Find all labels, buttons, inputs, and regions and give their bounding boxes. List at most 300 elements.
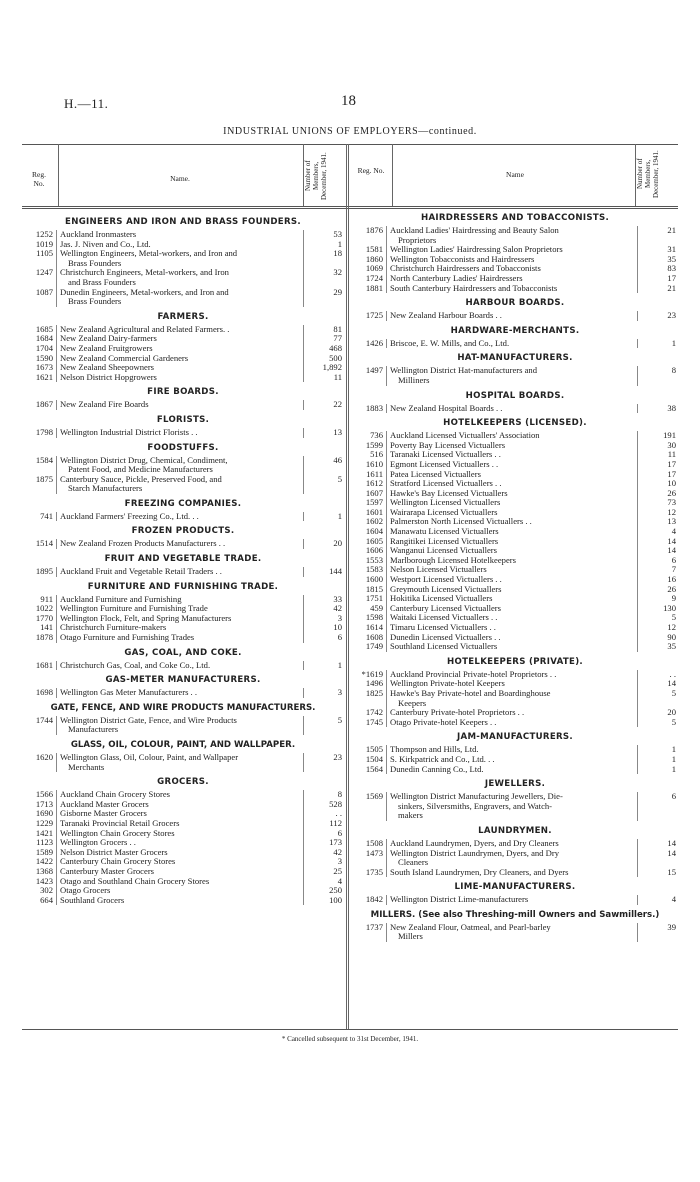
reg-number: 1875 — [35, 473, 53, 484]
union-name-line: Cleaners — [398, 857, 429, 868]
member-count: 144 — [329, 566, 342, 577]
union-name-line: New Zealand Fire Boards — [60, 399, 149, 410]
reg-number: 1514 — [35, 538, 53, 549]
union-name — [386, 642, 638, 652]
section-title: FOODSTUFFS. — [147, 442, 219, 453]
section-title: FLORISTS. — [156, 414, 210, 425]
union-name-line: Nelson District Master Grocers — [60, 846, 168, 857]
section — [352, 821, 678, 877]
member-count: 1 — [671, 744, 676, 755]
reg-number: 1881 — [365, 282, 383, 293]
footnote: * Cancelled subsequent to 31st December, 1941. — [281, 1035, 419, 1043]
reg-number: 302 — [40, 885, 53, 896]
reg-number: 1566 — [35, 789, 53, 800]
table-row — [352, 284, 678, 294]
member-count: 33 — [333, 593, 342, 604]
member-count: 17 — [667, 468, 676, 479]
table-row — [22, 567, 344, 577]
union-name — [386, 689, 638, 708]
union-name-line: Wellington Engineers, Metal-workers, and Iron and — [60, 248, 238, 259]
member-count: 6 — [671, 554, 676, 565]
member-count: 17 — [667, 458, 676, 469]
member-count: 5 — [337, 714, 342, 725]
member-count: 18 — [333, 248, 342, 259]
union-name — [386, 923, 638, 942]
union-name — [56, 716, 304, 735]
union-name-line: Otago Grocers — [60, 885, 111, 896]
table-row — [22, 512, 344, 522]
section-title: FURNITURE AND FURNISHING TRADE. — [87, 581, 279, 592]
union-name — [56, 753, 304, 772]
reg-number: 1842 — [365, 894, 383, 905]
section — [352, 208, 678, 293]
table-row — [22, 268, 344, 287]
reg-number: 1584 — [35, 454, 53, 465]
section — [22, 772, 344, 905]
reg-number: 1860 — [365, 253, 383, 264]
reg-number: 1569 — [365, 791, 383, 802]
left-header-divider-2 — [303, 144, 304, 206]
section — [22, 735, 344, 772]
section-title: HOTELKEEPERS (LICENSED). — [443, 418, 587, 429]
member-count: 17 — [667, 272, 676, 283]
union-name-line: Marlborough Licensed Hotelkeepers — [390, 554, 516, 565]
table-row — [22, 633, 344, 643]
reg-number: 1620 — [35, 752, 53, 762]
union-name — [56, 373, 304, 383]
union-name — [386, 311, 638, 321]
union-name-line: Otago Furniture and Furnishing Trades — [60, 632, 195, 643]
union-name-line: Wellington Tobacconists and Hairdressers — [390, 253, 535, 264]
member-count: 25 — [333, 865, 342, 876]
member-count: 8 — [337, 789, 342, 800]
left-reg-header: Reg. No. — [32, 170, 46, 188]
section-title: FROZEN PRODUCTS. — [131, 526, 235, 537]
table-row — [352, 868, 678, 878]
union-name-line: Wellington Industrial District Florists . . — [60, 426, 198, 437]
section-title: MILLERS. (See also Threshing-mill Owners and Sawmillers.) — [370, 909, 660, 920]
section-title: HOSPITAL BOARDS. — [465, 390, 565, 401]
reg-number: 1770 — [35, 612, 53, 623]
section-title: FRUIT AND VEGETABLE TRADE. — [104, 554, 262, 565]
union-name-line: Wellington Glass, Oil, Colour, Paint, and Wallpaper — [60, 752, 239, 762]
section-title: HARDWARE-MERCHANTS. — [450, 325, 580, 336]
section — [352, 386, 678, 414]
section — [22, 643, 344, 671]
table-row — [22, 456, 344, 475]
member-count: 4 — [671, 894, 676, 905]
section-title: FIRE BOARDS. — [147, 387, 219, 398]
table-row — [352, 718, 678, 728]
union-name-line: Christchurch Hairdressers and Tobacconists — [390, 263, 541, 274]
union-name-line: Palmerston North Licensed Victuallers . . — [390, 516, 532, 527]
union-name — [386, 226, 638, 245]
section — [22, 307, 344, 383]
union-name-line: Egmont Licensed Victuallers . . — [390, 458, 499, 469]
member-count: 1 — [671, 753, 676, 764]
table-row — [352, 895, 678, 905]
member-count: 23 — [333, 752, 342, 762]
reg-number: 1612 — [365, 478, 383, 489]
member-count: 14 — [667, 847, 676, 858]
union-name-line: Wellington Private-hotel Keepers — [390, 678, 505, 689]
section-title: GLASS, OIL, COLOUR, PAINT, AND WALLPAPER. — [70, 740, 296, 750]
member-count: 77 — [333, 333, 342, 344]
table-row — [22, 716, 344, 735]
union-name-line: Stratford Licensed Victuallers . . — [390, 478, 502, 489]
union-name-line: Rangitikei Licensed Victuallers — [390, 535, 499, 546]
member-count: 81 — [333, 323, 342, 334]
member-count: 11 — [667, 449, 676, 460]
union-name-line: Wairarapa Licensed Victuallers — [390, 506, 498, 517]
member-count: 35 — [667, 641, 676, 652]
reg-number: 516 — [370, 449, 383, 460]
union-name-line: Gisborne Master Grocers — [60, 808, 147, 819]
section-title: FREEZING COMPANIES. — [124, 498, 242, 509]
union-name-line: Wellington District Lime-manufacturers — [390, 894, 529, 905]
union-name-line: Briscoe, E. W. Mills, and Co., Ltd. — [390, 337, 510, 348]
table-row — [22, 753, 344, 772]
union-name-line: South Island Laundrymen, Dry Cleaners, and Dyers — [390, 866, 569, 877]
reg-number: 1883 — [365, 402, 383, 413]
union-name-line: Greymouth Licensed Victuallers — [390, 583, 502, 594]
reg-number: 1505 — [365, 744, 383, 755]
union-name-line: New Zealand Frozen Products Manufacturers . . — [60, 538, 226, 549]
member-count: 1 — [337, 238, 342, 249]
reg-number: 664 — [40, 894, 53, 905]
member-count: 14 — [667, 535, 676, 546]
reg-number: 1553 — [365, 554, 383, 565]
table-row — [22, 249, 344, 268]
union-name — [56, 512, 304, 522]
member-count: 112 — [329, 817, 342, 828]
union-name-line: New Zealand Agricultural and Related Farmers. . — [60, 323, 230, 334]
union-name-line: Auckland Licensed Victuallers' Association — [390, 430, 540, 441]
reg-number: 1690 — [35, 808, 53, 819]
reg-number: 1022 — [35, 603, 53, 614]
member-count: 4 — [337, 875, 342, 886]
union-name — [56, 288, 304, 307]
union-name — [386, 404, 638, 414]
section — [22, 438, 344, 494]
table-row — [352, 366, 678, 385]
union-name — [56, 539, 304, 549]
reg-number: 1608 — [365, 631, 383, 642]
reg-number: 1681 — [35, 659, 53, 670]
reg-number: 1423 — [35, 875, 53, 886]
table-row — [352, 792, 678, 821]
union-name-line: New Zealand Hospital Boards . . — [390, 402, 503, 413]
member-count: 500 — [329, 352, 342, 363]
section — [352, 905, 678, 942]
reg-number: 1105 — [36, 248, 53, 259]
member-count: 5 — [337, 473, 342, 484]
union-name-line: Nelson Licensed Victuallers — [390, 564, 487, 575]
document-code: H.—11. — [64, 96, 109, 111]
union-name-line: New Zealand Dairy-farmers — [60, 333, 157, 344]
union-name-line: Wellington District Hat-manufacturers and — [390, 365, 538, 376]
union-name — [56, 567, 304, 577]
reg-number: 1597 — [365, 497, 383, 508]
table-row — [22, 688, 344, 698]
union-name-line: Wellington District Manufacturing Jewellers, Die- — [390, 791, 563, 802]
union-name-line: Wellington Grocers . . — [60, 837, 136, 848]
union-name — [56, 400, 304, 410]
reg-number: 1422 — [35, 856, 53, 867]
reg-number: 1601 — [365, 506, 383, 517]
member-count: 22 — [333, 399, 342, 410]
union-name-line: Patea Licensed Victuallers — [390, 468, 481, 479]
union-name-line: Auckland Chain Grocery Stores — [60, 789, 171, 800]
reg-number: 1698 — [35, 687, 53, 698]
page-title: INDUSTRIAL UNIONS OF EMPLOYERS—continued. — [223, 126, 477, 137]
reg-number: 1600 — [365, 574, 383, 585]
member-count: 42 — [333, 603, 342, 614]
reg-number: 1704 — [35, 342, 53, 353]
column-divider-center — [346, 144, 347, 1029]
union-name-line: Patent Food, and Medicine Manufacturers — [68, 464, 213, 475]
section-title: FARMERS. — [157, 311, 209, 322]
union-name-line: Westport Licensed Victuallers . . — [390, 574, 502, 585]
union-name-line: Auckland Fruit and Vegetable Retail Traders . . — [60, 566, 222, 577]
union-name-line: Dunedin Canning Co., Ltd. — [390, 763, 484, 774]
union-name-line: Hawke's Bay Private-hotel and Boardinghouse — [390, 687, 551, 698]
reg-number: 1749 — [365, 641, 383, 652]
member-count: 468 — [329, 342, 342, 353]
member-count: 21 — [667, 225, 676, 235]
union-name-line: North Canterbury Ladies' Hairdressers — [390, 272, 523, 283]
union-name-line: Auckland Master Grocers — [60, 798, 149, 809]
member-count: 4 — [671, 526, 676, 537]
union-name-line: Christchurch Furniture-makers — [60, 622, 167, 633]
union-name-line: Auckland Laundrymen, Dyers, and Dry Cleaners — [390, 837, 559, 848]
reg-number: 1742 — [365, 707, 383, 718]
reg-number: 1673 — [35, 362, 53, 373]
union-name-line: Auckland Furniture and Furnishing — [60, 593, 182, 604]
section-title: JAM-MANUFACTURERS. — [457, 732, 573, 743]
union-name-line: Wellington Furniture and Furnishing Trade — [60, 603, 208, 614]
section-title: HAT-MANUFACTURERS. — [457, 353, 573, 364]
union-name — [386, 792, 638, 821]
union-name — [56, 268, 304, 287]
union-name-line: Wellington Licensed Victuallers — [390, 497, 501, 508]
reg-number: 1745 — [365, 716, 383, 727]
column-divider-center-2 — [348, 144, 349, 1029]
member-count: 1 — [671, 337, 676, 348]
section — [352, 321, 678, 349]
member-count: 130 — [663, 602, 676, 613]
reg-number: 1607 — [365, 487, 383, 498]
right-header-divider-2 — [635, 144, 636, 206]
left-column — [22, 212, 344, 905]
union-name-line: Wellington District Drug, Chemical, Condiment, — [60, 454, 228, 465]
section — [22, 410, 344, 438]
member-count: 191 — [663, 430, 676, 441]
union-name-line: Waitaki Licensed Victuallers . . — [390, 612, 498, 623]
table-row — [352, 404, 678, 414]
reg-number: 1611 — [366, 468, 383, 479]
member-count: 14 — [667, 545, 676, 556]
member-count: 26 — [667, 583, 676, 594]
union-name-line: Auckland Ironmasters — [60, 229, 137, 239]
member-count: 10 — [667, 478, 676, 489]
union-name — [56, 428, 304, 438]
member-count: 14 — [667, 678, 676, 689]
member-count: 21 — [667, 282, 676, 293]
table-row — [352, 923, 678, 942]
left-name-header: Name. — [170, 174, 190, 183]
member-count: 1 — [337, 510, 342, 521]
right-members-header: Number of Members, December, 1941. — [636, 150, 660, 198]
reg-number: 1598 — [365, 612, 383, 623]
union-name-line: Otago and Southland Chain Grocery Stores — [60, 875, 210, 886]
member-count: 29 — [333, 286, 342, 297]
union-name — [56, 688, 304, 698]
union-name-line: Poverty Bay Licensed Victuallers — [390, 439, 506, 450]
member-count: 10 — [333, 622, 342, 633]
union-name-line: S. Kirkpatrick and Co., Ltd. . . — [390, 753, 495, 764]
section — [352, 348, 678, 385]
reg-number: 736 — [370, 430, 383, 441]
union-name-line: Wellington District Laundrymen, Dyers, and Dry — [390, 847, 559, 858]
member-count: 23 — [667, 310, 676, 321]
section — [22, 382, 344, 410]
reg-number: 1421 — [35, 827, 53, 838]
reg-number: 1497 — [365, 365, 383, 376]
reg-number: 1815 — [365, 583, 383, 594]
union-name-line: Merchants — [68, 761, 105, 772]
union-name-line: Otago Private-hotel Keepers . . — [390, 716, 497, 727]
member-count: 13 — [667, 516, 676, 527]
reg-number: 1685 — [35, 323, 53, 334]
section — [352, 727, 678, 774]
member-count: 12 — [667, 506, 676, 517]
member-count: 20 — [667, 707, 676, 718]
section-title: JEWELLERS. — [484, 779, 546, 790]
section — [22, 698, 344, 735]
member-count: 16 — [667, 574, 676, 585]
reg-number: 1247 — [35, 267, 53, 278]
member-count: 38 — [667, 402, 676, 413]
reg-number: 1581 — [365, 244, 383, 255]
union-name-line: Canterbury Sauce, Pickle, Preserved Food, and — [60, 473, 222, 484]
member-count: 1,892 — [322, 362, 342, 373]
reg-number: 1583 — [365, 564, 383, 575]
reg-number: 1123 — [36, 837, 53, 848]
union-name-line: Auckland Ladies' Hairdressing and Beauty Salon — [390, 225, 559, 235]
right-header-divider-1 — [392, 144, 393, 206]
section — [22, 521, 344, 549]
table-row — [22, 896, 344, 906]
reg-number: 1798 — [35, 426, 53, 437]
union-name — [56, 661, 304, 671]
member-count: 46 — [333, 454, 342, 465]
union-name-line: Auckland Provincial Private-hotel Proprietors . . — [390, 668, 557, 679]
table-row — [352, 339, 678, 349]
union-name-line: Wellington District Gate, Fence, and Wire Products — [60, 714, 237, 725]
union-name — [56, 475, 304, 494]
union-name-line: Taranaki Provincial Retail Grocers — [60, 817, 180, 828]
member-count: 20 — [333, 538, 342, 549]
reg-number: 1825 — [365, 687, 383, 698]
union-name — [386, 868, 638, 878]
reg-number: 1069 — [365, 263, 383, 274]
union-name-line: Starch Manufacturers — [68, 483, 143, 494]
member-count: 100 — [329, 894, 342, 905]
reg-number: 459 — [370, 602, 383, 613]
table-row — [352, 765, 678, 775]
section-title: GROCERS. — [157, 777, 209, 788]
union-name-line: Dunedin Licensed Victuallers . . — [390, 631, 501, 642]
member-count: 173 — [329, 837, 342, 848]
union-name — [386, 366, 638, 385]
reg-number: 1019 — [35, 238, 53, 249]
member-count: 3 — [337, 687, 342, 698]
union-name — [386, 765, 638, 775]
reg-number: 1508 — [365, 837, 383, 848]
union-name-line: Millers — [398, 931, 423, 942]
union-name-line: Brass Founders — [68, 296, 122, 307]
union-name-line: New Zealand Flour, Oatmeal, and Pearl-barley — [390, 921, 551, 932]
section-title: LAUNDRYMEN. — [478, 825, 552, 836]
section-title: GAS-METER MANUFACTURERS. — [105, 675, 261, 686]
union-name-line: Nelson District Hopgrowers — [60, 371, 157, 382]
reg-number: 1252 — [35, 229, 53, 239]
section-title: LIME-MANUFACTURERS. — [454, 882, 576, 893]
reg-number: 1564 — [365, 763, 383, 774]
reg-number: 1606 — [365, 545, 383, 556]
member-count: 35 — [667, 253, 676, 264]
reg-number: 1867 — [35, 399, 53, 410]
member-count: 3 — [337, 856, 342, 867]
reg-number: 1589 — [35, 846, 53, 857]
reg-number: 1504 — [365, 753, 383, 764]
reg-number: 1725 — [365, 310, 383, 321]
reg-number: 1605 — [365, 535, 383, 546]
member-count: 31 — [667, 244, 676, 255]
section-title: HOTELKEEPERS (PRIVATE). — [447, 656, 583, 667]
union-name-line: Christchurch Engineers, Metal-workers, and Iron — [60, 267, 229, 278]
member-count: 5 — [671, 716, 676, 727]
table-row — [22, 661, 344, 671]
union-name-line: Manufacturers — [68, 724, 119, 735]
reg-number: 1735 — [365, 866, 383, 877]
member-count: 42 — [333, 846, 342, 857]
reg-number: 1599 — [365, 439, 383, 450]
union-name-line: Wellington Gas Meter Manufacturers . . — [60, 687, 198, 698]
union-name-line: Hawke's Bay Licensed Victuallers — [390, 487, 508, 498]
section — [352, 652, 678, 728]
union-name — [386, 718, 638, 728]
union-name-line: Wellington Flock, Felt, and Spring Manufacturers — [60, 612, 232, 623]
member-count: 73 — [667, 497, 676, 508]
member-count: 1 — [337, 659, 342, 670]
member-count: 26 — [667, 487, 676, 498]
member-count: 8 — [671, 365, 676, 376]
union-name-line: Canterbury Chain Grocery Stores — [60, 856, 176, 867]
union-name-line: Auckland Farmers' Freezing Co., Ltd. . . — [60, 510, 199, 521]
member-count: 13 — [333, 426, 342, 437]
reg-number: 1878 — [35, 632, 53, 643]
union-name-line: Jas. J. Niven and Co., Ltd. — [60, 238, 151, 249]
union-name — [386, 895, 638, 905]
section-title: GATE, FENCE, AND WIRE PRODUCTS MANUFACTURERS. — [50, 702, 316, 713]
section-title: ENGINEERS AND IRON AND BRASS FOUNDERS. — [65, 217, 301, 227]
union-name-line: Christchurch Gas, Coal, and Coke Co., Ltd. — [60, 659, 211, 670]
table-row — [22, 373, 344, 383]
reg-number: 1737 — [365, 921, 383, 932]
section — [22, 670, 344, 698]
